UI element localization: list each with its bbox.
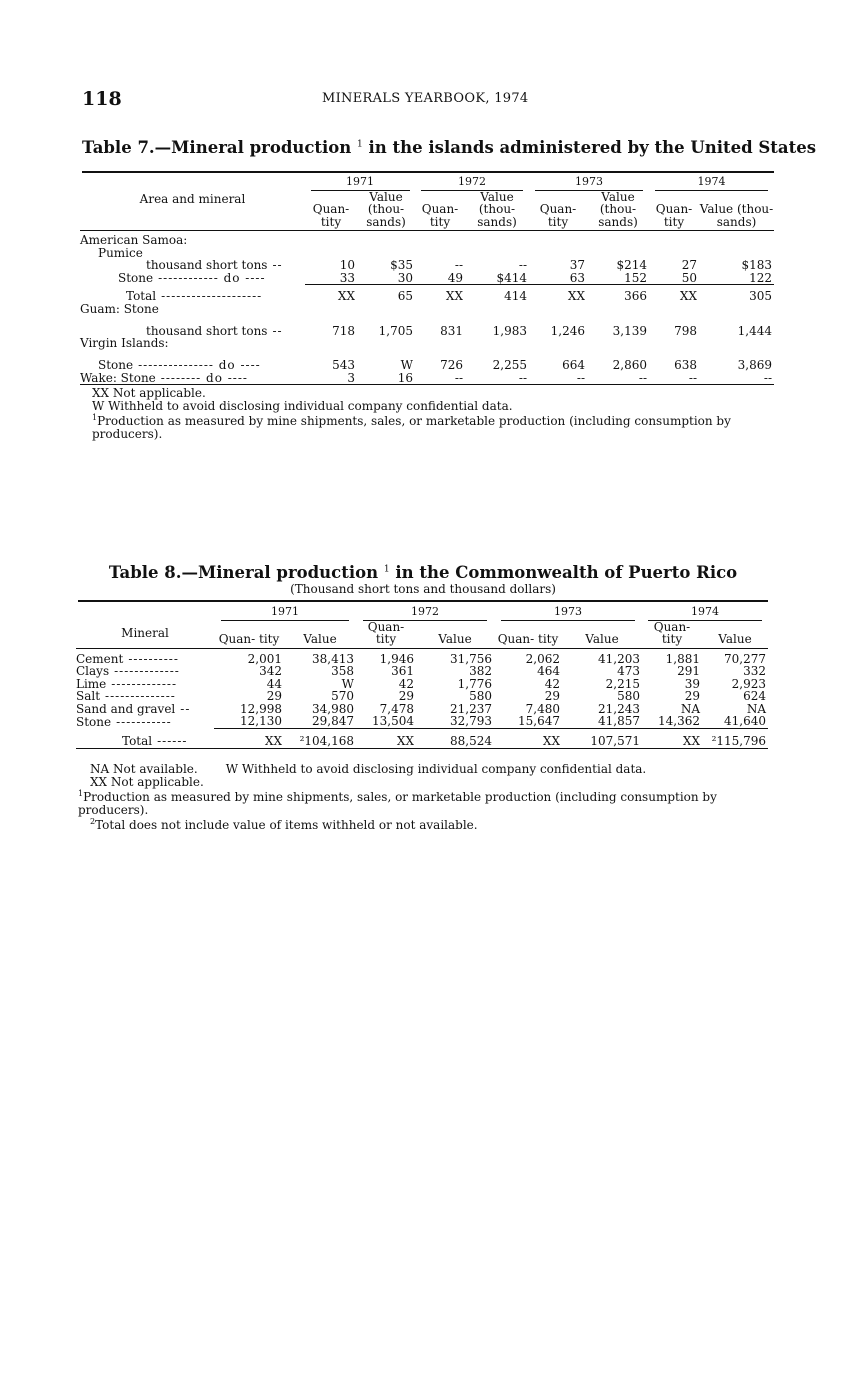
table7-notes: [92, 387, 774, 440]
table-cell: XX: [214, 728, 284, 748]
table-cell: [465, 337, 529, 350]
table-cell: 798: [674, 323, 697, 338]
table8-year-header: 1974: [642, 606, 768, 621]
table-cell: 3,139: [612, 323, 647, 338]
table-cell: XX: [494, 728, 562, 748]
row-leader: --------------------: [161, 289, 263, 303]
row-label-text: Cement: [76, 651, 124, 666]
note-w: W Withheld to avoid disclosing individual company confidential data.: [92, 398, 513, 413]
table-cell: 718: [332, 323, 355, 338]
table-cell: 16: [357, 372, 415, 385]
table7-col-quantity: Quan- tity: [529, 191, 587, 231]
table-cell: [649, 231, 699, 247]
row-label-text: thousand short tons: [146, 258, 268, 272]
table-cell: [415, 303, 465, 316]
table-cell: 70,277: [724, 651, 766, 666]
table8-col-value: Value: [702, 621, 768, 649]
table8-title-text: Table 8.—Mineral production: [108, 563, 379, 582]
table-cell: ²115,796: [702, 728, 768, 748]
table-cell: 305: [699, 285, 774, 303]
table8-year-row: [76, 606, 768, 621]
table-cell: [305, 231, 357, 247]
table8-body: [76, 648, 768, 748]
table-row: [76, 715, 768, 728]
row-label-text: Stone: [98, 358, 134, 372]
table-cell: NA: [680, 701, 700, 716]
table8-year-header: 1971: [214, 606, 356, 621]
table8-row-header: Mineral: [76, 621, 214, 649]
table8-title-footnote-ref: 1: [383, 564, 390, 575]
table-cell: 41,857: [598, 714, 640, 728]
table-cell: [699, 303, 774, 316]
table-cell: [529, 337, 587, 350]
row-label: [76, 648, 214, 665]
table-row: [80, 372, 774, 385]
row-label-text: Virgin Islands:: [80, 336, 169, 350]
table8-top-rule: [78, 600, 768, 602]
table-cell: 12,998: [240, 701, 282, 716]
note-w: W Withheld to avoid disclosing individual company confidential data.: [225, 762, 647, 776]
table-cell: 21,237: [450, 701, 492, 716]
table-cell: 464: [537, 664, 560, 678]
row-label-text: Total: [122, 734, 153, 748]
table-cell: 41,640: [724, 714, 766, 728]
row-leader: -------------: [114, 664, 180, 678]
table7-col-quantity: Quan- tity: [415, 191, 465, 231]
table-cell: 29: [684, 689, 700, 703]
table-row: [80, 350, 774, 372]
table-cell: [465, 231, 529, 247]
table-cell: 33: [339, 270, 355, 285]
table-cell: $414: [496, 270, 527, 285]
table-cell: [415, 231, 465, 247]
table-cell: XX: [305, 285, 357, 303]
table-row: [80, 259, 774, 272]
table-cell: 382: [469, 664, 492, 678]
table-row: [80, 303, 774, 316]
table-cell: 50: [681, 270, 697, 285]
table-cell: 1,776: [457, 676, 492, 691]
table-cell: 152: [624, 270, 647, 285]
table-cell: 570: [331, 689, 354, 703]
table7-col-value: Value (thou- sands): [357, 191, 415, 231]
table-cell: XX: [529, 285, 587, 303]
table-cell: 414: [465, 285, 529, 303]
row-label: [80, 231, 305, 247]
table-cell: W: [341, 676, 354, 691]
table-cell: 49: [447, 270, 463, 285]
row-label: [76, 703, 214, 716]
table-cell: 29: [266, 689, 282, 703]
table-cell: $214: [616, 258, 647, 272]
table-cell: 21,243: [598, 701, 640, 716]
table7-top-rule: [82, 171, 774, 173]
table-cell: 2,215: [605, 676, 640, 691]
note-na: NA Not available.: [90, 762, 198, 776]
table-cell: [587, 231, 649, 247]
row-label: [80, 315, 305, 337]
table-cell: 366: [587, 285, 649, 303]
table-cell: 107,571: [562, 728, 642, 748]
table-row: [80, 231, 774, 247]
table-cell: [649, 303, 699, 316]
table7-col-quantity: Quan- tity: [649, 191, 699, 231]
table-cell: [305, 337, 357, 350]
row-leader: ------: [157, 734, 188, 748]
table-cell: [357, 231, 415, 247]
table8-subtitle: (Thousand short tons and thousand dollars): [290, 582, 556, 596]
footnote-1: $^1$Production as measured by mine shipments, sales, or marketable production (including consumption by producers).: [92, 413, 731, 441]
note-xx: XX Not applicable.: [90, 774, 204, 789]
table-cell: 12,130: [240, 714, 282, 728]
table7-title-footnote-ref: 1: [357, 139, 363, 150]
note-na-w: [90, 763, 770, 776]
table-cell: 34,980: [312, 701, 354, 716]
table-cell: 42: [398, 676, 414, 691]
table8-col-quantity: Quan- tity: [494, 621, 562, 649]
table8-col-value: Value: [562, 621, 642, 649]
table-cell: XX: [415, 285, 465, 303]
table-cell: 27: [681, 258, 697, 272]
row-leader: -------------: [111, 676, 178, 691]
table-cell: [587, 303, 649, 316]
table-cell: $35: [390, 258, 413, 272]
table-cell: 31,756: [450, 651, 492, 666]
table-cell: 15,647: [518, 714, 560, 728]
running-head: MINERALS YEARBOOK, 1974: [322, 91, 529, 106]
table-cell: [529, 303, 587, 316]
table7-row-header: Area and mineral: [80, 191, 305, 231]
table-cell: [587, 337, 649, 350]
row-label: [80, 372, 305, 385]
table7-title-rest: in the islands administered by the United States: [368, 138, 817, 157]
row-leader: -------- do ----: [160, 370, 248, 385]
table-cell: 580: [469, 689, 492, 703]
table8-notes: [78, 762, 770, 832]
note-xx: XX Not applicable.: [92, 386, 206, 400]
table-cell: 1,705: [378, 323, 413, 338]
table8-col-value: Value: [284, 621, 356, 649]
table-cell: 291: [677, 664, 700, 678]
table-cell: 361: [391, 664, 414, 678]
table-row: [76, 648, 768, 665]
table-row: [76, 678, 768, 691]
table-cell: 2,062: [525, 651, 560, 666]
table-cell: 664: [562, 358, 585, 372]
page-header: [82, 88, 772, 110]
table-cell: 624: [743, 689, 766, 703]
table-cell: --: [415, 372, 465, 385]
table-cell: 63: [569, 270, 585, 285]
table-cell: 7,480: [525, 701, 560, 716]
table-row: [76, 665, 768, 678]
table-cell: 7,478: [379, 701, 414, 716]
table7-year-header: 1972: [415, 176, 529, 191]
table8-col-value: Value: [416, 621, 494, 649]
table-cell: [305, 303, 357, 316]
row-label-text: Pumice: [98, 245, 143, 260]
table-cell: 1,983: [492, 323, 527, 338]
table-cell: W: [400, 358, 413, 372]
table8-column-header-row: [76, 621, 768, 649]
table-cell: 41,203: [598, 651, 640, 666]
table-cell: 1,881: [665, 651, 700, 666]
table8: [76, 606, 768, 749]
table-cell: [699, 231, 774, 247]
row-label: [80, 303, 305, 316]
table-cell: 1,946: [379, 651, 414, 666]
table8-title: [78, 563, 768, 582]
row-label-text: Guam: Stone: [80, 301, 159, 316]
table7-year-header: 1973: [529, 176, 649, 191]
row-label-text: Wake: Stone: [80, 370, 156, 385]
table-cell: [465, 303, 529, 316]
row-leader: --: [272, 323, 283, 338]
table-cell: [649, 337, 699, 350]
table-cell: 29: [544, 689, 560, 703]
table-cell: 543: [332, 358, 355, 372]
table8-col-quantity: Quan- tity: [642, 621, 702, 649]
table-cell: 10: [339, 258, 355, 272]
table-row-total: [76, 728, 768, 748]
table-cell: [415, 337, 465, 350]
row-leader: ------------ do ----: [158, 271, 266, 285]
table8-year-header: 1972: [356, 606, 494, 621]
row-leader: --------------: [105, 689, 176, 703]
table-cell: 342: [259, 664, 282, 678]
table7-column-header-row: [80, 191, 774, 231]
table-cell: 39: [684, 676, 700, 691]
row-label-text: Stone: [118, 271, 154, 285]
table-cell: 2,001: [247, 651, 282, 666]
table7-body: [80, 231, 774, 385]
table-cell: 2,923: [731, 676, 766, 691]
table-cell: XX: [649, 285, 699, 303]
table-cell: 30: [397, 270, 413, 285]
table-cell: 831: [440, 323, 463, 338]
table-row: [80, 272, 774, 285]
table-cell: 44: [266, 676, 282, 691]
table-cell: --: [465, 372, 529, 385]
row-label-text: Sand and gravel: [76, 701, 176, 716]
table-cell: 65: [357, 285, 415, 303]
table-cell: 2,860: [612, 358, 647, 372]
table-cell: 14,362: [658, 714, 700, 728]
table7-col-value: Value (thou- sands): [465, 191, 529, 231]
table7-title: [82, 138, 817, 157]
footnote-1: $^1$Production as measured by mine shipments, sales, or marketable production (including consumption by producers).: [78, 789, 717, 817]
row-label-text: Clays: [76, 664, 110, 678]
table-row: [80, 285, 774, 303]
table-cell: 3,869: [737, 358, 772, 372]
row-leader: --: [272, 258, 283, 272]
table7: [80, 176, 774, 385]
footnote-2: $^2$Total does not include value of items withheld or not available.: [90, 817, 478, 832]
table7-year-header: 1974: [649, 176, 774, 191]
table-cell: [529, 231, 587, 247]
table-cell: $183: [741, 258, 772, 272]
table8-year-header: 1973: [494, 606, 642, 621]
table-cell: 88,524: [416, 728, 494, 748]
table-cell: 2,255: [492, 358, 527, 372]
table-cell: 29: [398, 689, 414, 703]
table-cell: 332: [743, 664, 766, 678]
table7-title-text: Table 7.—Mineral production: [82, 138, 352, 157]
table7-year-header: 1971: [305, 176, 415, 191]
table-cell: --: [649, 372, 699, 385]
table-cell: --: [699, 372, 774, 385]
row-label: [80, 350, 305, 372]
row-label: [76, 715, 214, 728]
table-cell: 32,793: [450, 714, 492, 728]
table-cell: --: [518, 258, 527, 272]
row-label-text: American Samoa:: [80, 233, 188, 247]
table-row: [76, 690, 768, 703]
row-label: [80, 285, 305, 303]
table-cell: XX: [642, 728, 702, 748]
table8-col-quantity: Quan- tity: [214, 621, 284, 649]
table7-col-quantity: Quan- tity: [305, 191, 357, 231]
table-cell: 42: [544, 676, 560, 691]
row-label: [80, 259, 305, 272]
table-cell: NA: [746, 701, 766, 716]
row-label: [80, 337, 305, 350]
table-cell: 358: [331, 664, 354, 678]
table-cell: --: [529, 372, 587, 385]
table-cell: 3: [305, 372, 357, 385]
table-cell: ²104,168: [284, 728, 356, 748]
row-label: [80, 272, 305, 285]
row-label-text: Lime: [76, 676, 107, 691]
table-cell: 122: [749, 270, 772, 285]
table-cell: [357, 337, 415, 350]
page-number: 118: [82, 88, 122, 110]
table-cell: 726: [440, 358, 463, 372]
table-cell: [357, 303, 415, 316]
row-leader: --: [180, 701, 191, 716]
row-label-text: Salt: [76, 689, 101, 703]
table-cell: 38,413: [312, 651, 354, 666]
table-row: [80, 315, 774, 337]
row-label-text: Stone: [76, 714, 112, 729]
table-cell: 638: [674, 358, 697, 372]
table-cell: 13,504: [372, 714, 414, 728]
table-cell: [699, 337, 774, 350]
table-cell: XX: [356, 728, 416, 748]
row-leader: --------------- do ----: [138, 358, 261, 372]
row-leader: ----------: [128, 651, 179, 666]
table7-col-value: Value (thou- sands): [587, 191, 649, 231]
table-cell: 1,246: [550, 323, 585, 338]
table-row: [80, 337, 774, 350]
table-cell: 1,444: [737, 323, 772, 338]
table-cell: 29,847: [312, 714, 354, 728]
row-label-text: Total: [126, 289, 157, 303]
table7-year-row: [80, 176, 774, 191]
table-cell: --: [454, 258, 463, 272]
table-cell: --: [587, 372, 649, 385]
row-leader: -----------: [116, 714, 172, 729]
table8-col-quantity: Quan- tity: [356, 621, 416, 649]
table-cell: 473: [617, 664, 640, 678]
table-cell: 580: [617, 689, 640, 703]
table7-col-value: Value (thou- sands): [699, 191, 774, 231]
table-cell: 37: [569, 258, 585, 272]
row-label-text: thousand short tons: [146, 323, 268, 338]
row-label: [76, 728, 214, 748]
table8-title-rest: in the Commonwealth of Puerto Rico: [395, 563, 738, 582]
